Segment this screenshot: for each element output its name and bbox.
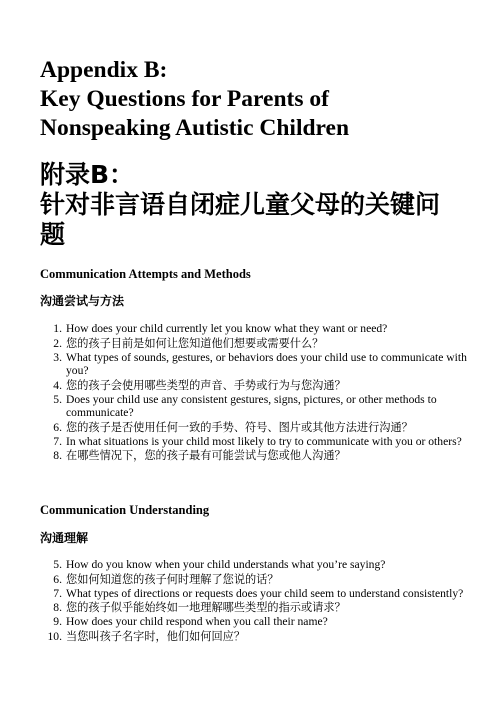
- question-item: [40, 572, 470, 587]
- question-text: What types of sounds, gestures, or behaviors does your child use to communicate with you?: [66, 350, 467, 377]
- question-number: 4.: [53, 378, 62, 392]
- question-item: [40, 378, 470, 393]
- question-number: 6.: [53, 420, 62, 434]
- title-zh-line: 附录B：: [40, 160, 135, 189]
- question-item: [40, 448, 470, 463]
- question-text: 当您叫孩子名字时，他们如何回应？: [66, 629, 246, 643]
- question-list: [40, 558, 470, 644]
- question-number: 9.: [53, 615, 62, 628]
- question-number: 7.: [53, 586, 62, 600]
- title-en-line: Nonspeaking Autistic Children: [40, 115, 350, 141]
- question-text: 您如何知道您的孩子何时理解了您说的话？: [66, 572, 279, 586]
- question-item: [40, 393, 470, 420]
- title-en-line: Appendix B:: [40, 57, 168, 83]
- question-item: [40, 615, 470, 629]
- question-number: 2.: [53, 336, 62, 350]
- question-item: [40, 558, 470, 572]
- question-item: [40, 435, 470, 449]
- question-text: What types of directions or requests does your child seem to understand consistently?: [66, 586, 464, 600]
- section-heading-zh: 沟通尝试与方法: [40, 294, 125, 308]
- question-text: How does your child respond when you call their name?: [66, 615, 328, 628]
- question-number: 5.: [53, 558, 62, 571]
- question-item: [40, 420, 470, 435]
- title-english: [40, 56, 480, 143]
- title-chinese: [40, 160, 480, 250]
- question-item: [40, 322, 470, 336]
- question-item: [40, 351, 470, 378]
- question-number: 6.: [53, 572, 62, 586]
- question-text: How do you know when your child understands what you’re saying?: [66, 558, 386, 571]
- title-zh-line: 针对非言语自闭症儿童父母的关键问: [40, 190, 441, 219]
- question-number: 8.: [53, 449, 62, 462]
- question-item: [40, 629, 470, 644]
- question-number: 5.: [53, 392, 62, 406]
- question-item: [40, 336, 470, 351]
- question-text: 您的孩子目前是如何让您知道他们想要或需要什么？: [66, 336, 324, 350]
- question-number: 8.: [53, 601, 62, 614]
- section-heading-en: Communication Attempts and Methods: [40, 267, 251, 281]
- question-text: 您的孩子似乎能始终如一地理解哪些类型的指示或请求？: [66, 601, 346, 614]
- question-number: 10.: [47, 629, 62, 643]
- title-zh-line: 题: [40, 220, 66, 249]
- section-heading-zh: 沟通理解: [40, 531, 89, 545]
- question-item: [40, 600, 470, 615]
- title-en-line: Key Questions for Parents of: [40, 86, 329, 112]
- question-list: [40, 322, 470, 463]
- question-text: How does your child currently let you know what they want or need?: [66, 322, 388, 335]
- question-text: In what situations is your child most likely to try to communicate with you or others?: [66, 434, 462, 448]
- question-number: 3.: [53, 350, 62, 364]
- section-heading-en: Communication Understanding: [40, 503, 210, 517]
- question-text: 您的孩子是否使用任何一致的手势、符号、图片或其他方法进行沟通？: [66, 420, 413, 434]
- question-number: 7.: [53, 434, 62, 448]
- question-text: Does your child use any consistent gestures, signs, pictures, or other methods to communicate?: [66, 392, 437, 419]
- question-text: 在哪些情况下，您的孩子最有可能尝试与您或他人沟通？: [66, 449, 346, 462]
- question-number: 1.: [53, 322, 62, 335]
- question-item: [40, 587, 470, 601]
- question-text: 您的孩子会使用哪些类型的声音、手势或行为与您沟通？: [66, 378, 346, 392]
